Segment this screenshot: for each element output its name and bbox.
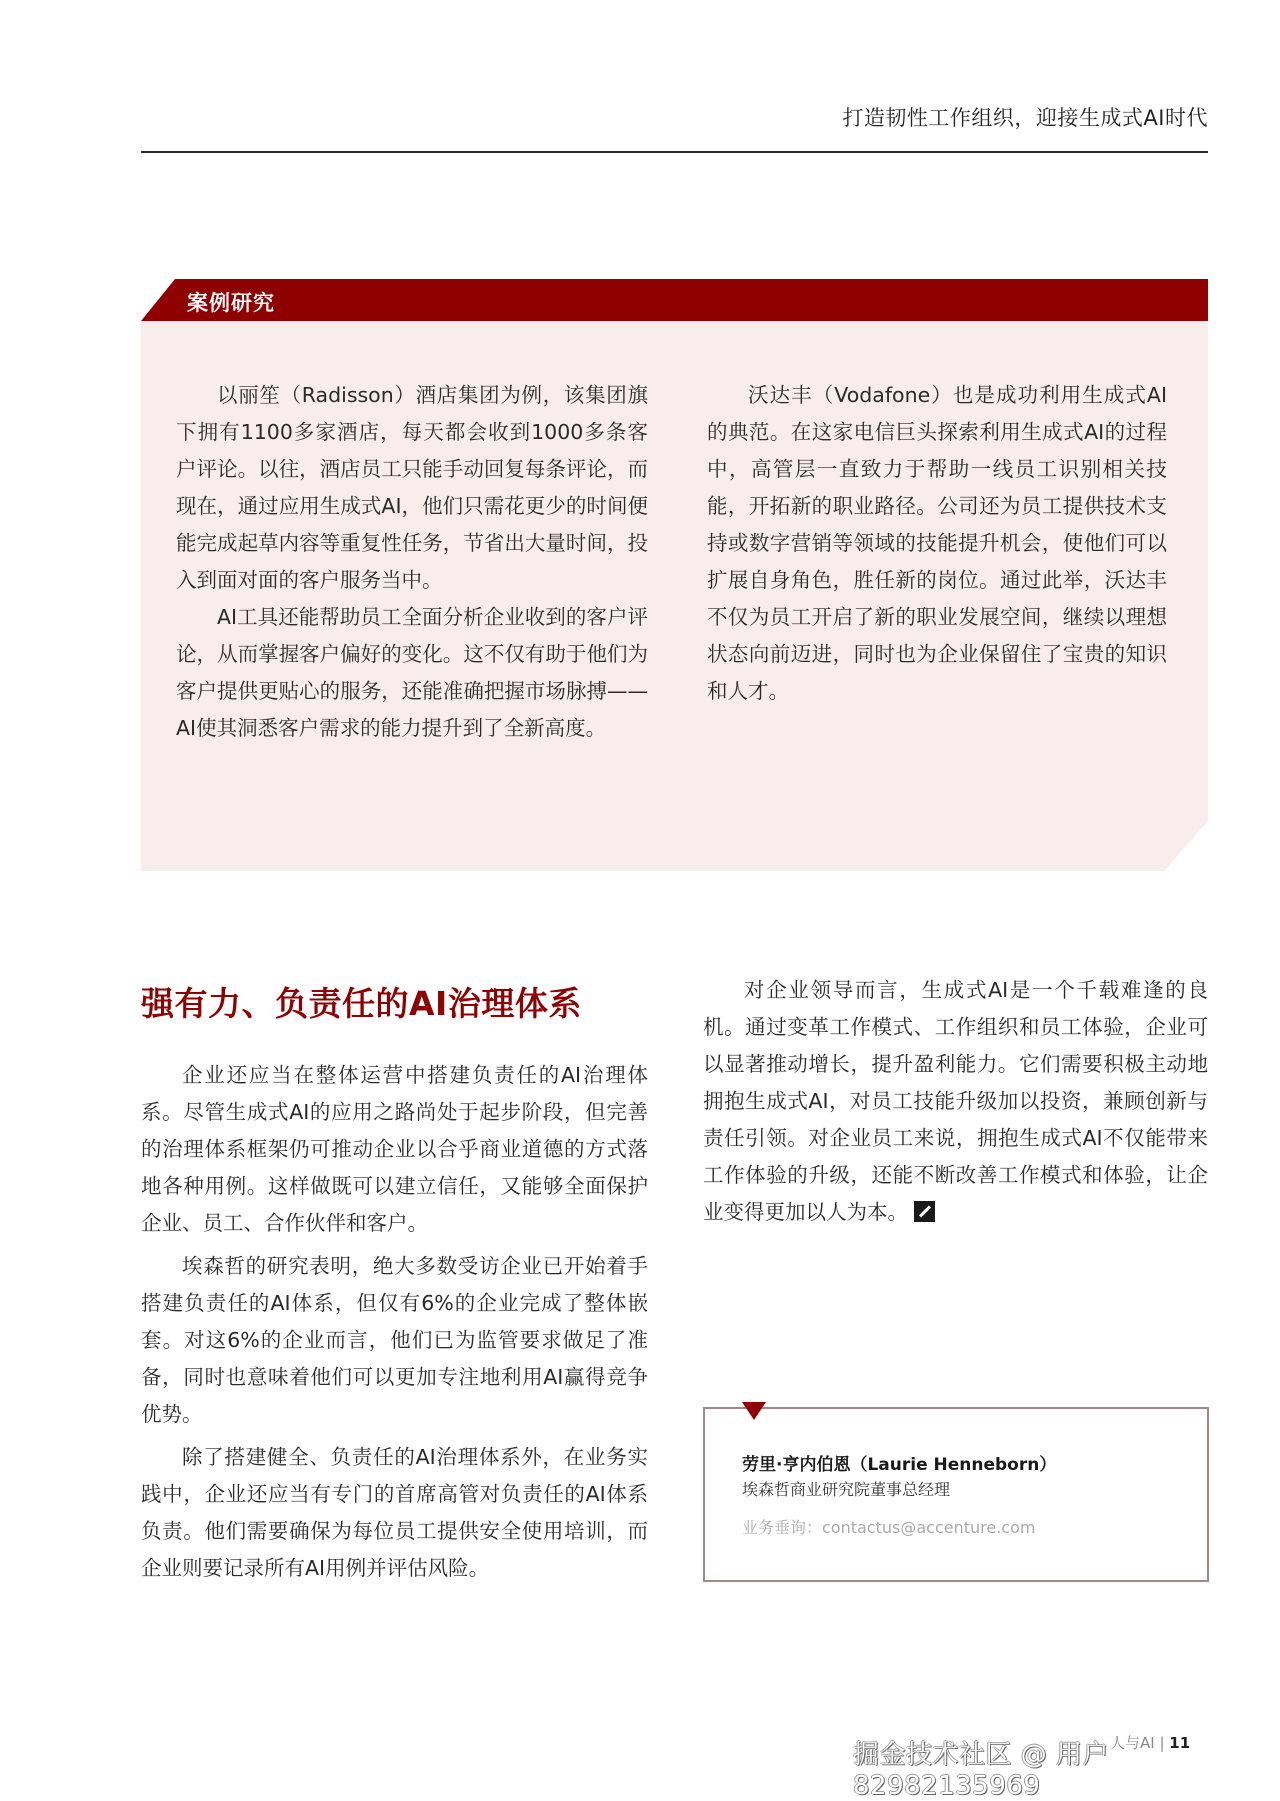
pen-end-mark-icon — [914, 1201, 935, 1222]
watermark: 掘金技术社区 @ 用户82982135969 — [853, 1740, 1110, 1801]
section-heading: 强有力、负责任的AI治理体系 — [141, 984, 582, 1023]
case-paragraph: 以丽笙（Radisson）酒店集团为例，该集团旗下拥有1100多家酒店，每天都会收到1000多条客户评论。以往，酒店员工只能手动回复每条评论，而现在，通过应用生成式AI，他们只需花更少的时间便能完成起草内容等重复性任务，节省出大量时间，投入到面对面的客户服务当中。 — [176, 383, 648, 592]
case-study-right-column — [707, 377, 1167, 710]
author-role: 埃森哲商业研究院董事总经理 — [742, 1480, 951, 1499]
footer-section-label: 人与AI — [1110, 1734, 1155, 1752]
body-paragraph: 除了搭建健全、负责任的AI治理体系外，在业务实践中，企业还应当有专门的首席高管对负责任的AI体系负责。他们需要确保为每位员工提供安全使用培训，而企业则要记录所有AI用例并评估风险。 — [141, 1445, 648, 1580]
case-study-label: 案例研究 — [187, 291, 275, 315]
page-footer: 人与AI | 11 — [1110, 1734, 1191, 1752]
conclusion-paragraph — [703, 972, 1208, 1231]
section-right-column — [703, 972, 1208, 1231]
author-contact[interactable]: 业务垂询：contactus@accenture.com — [742, 1518, 1036, 1537]
body-paragraph: 企业还应当在整体运营中搭建负责任的AI治理体系。尽管生成式AI的应用之路尚处于起步阶段，但完善的治理体系框架仍可推动企业以合乎商业道德的方式落地各种用例。这样做既可以建立信任，又能够全面保护企业、员工、合作伙伴和客户。 — [141, 1063, 648, 1235]
case-study-banner — [141, 279, 1208, 321]
case-paragraph: AI工具还能帮助员工全面分析企业收到的客户评论，从而掌握客户偏好的变化。这不仅有助于他们为客户提供更贴心的服务，还能准确把握市场脉搏——AI使其洞悉客户需求的能力提升到了全新高度。 — [176, 605, 648, 740]
body-paragraph: 埃森哲的研究表明，绝大多数受访企业已开始着手搭建负责任的AI体系，但仅有6%的企业完成了整体嵌套。对这6%的企业而言，他们已为监管要求做足了准备，同时也意味着他们可以更加专注地利用AI赢得竞争优势。 — [141, 1254, 648, 1426]
author-name: 劳里·亨内伯恩（Laurie Henneborn） — [742, 1455, 1057, 1475]
page-number: 11 — [1169, 1734, 1191, 1752]
running-header-title: 打造韧性工作组织，迎接生成式AI时代 — [842, 106, 1208, 130]
case-study-left-column — [176, 377, 648, 747]
conclusion-text: 对企业领导而言，生成式AI是一个千载难逢的良机。通过变革工作模式、工作组织和员工体验，企业可以显著推动增长，提升盈利能力。它们需要积极主动地拥抱生成式AI，对员工技能升级加以投资，兼顾创新与责任引领。对企业员工来说，拥抱生成式AI不仅能带来工作体验的升级，还能不断改善工作模式和体验，让企业变得更加以人为本。 — [703, 978, 1208, 1224]
case-paragraph: 沃达丰（Vodafone）也是成功利用生成式AI的典范。在这家电信巨头探索利用生成式AI的过程中，高管层一直致力于帮助一线员工识别相关技能，开拓新的职业路径。公司还为员工提供技术支持或数字营销等领域的技能提升机会，使他们可以扩展自身角色，胜任新的岗位。通过此举，沃达丰不仅为员工开启了新的职业发展空间，继续以理想状态向前迈进，同时也为企业保留住了宝贵的知识和人才。 — [707, 383, 1167, 703]
section-left-column — [141, 1057, 648, 1593]
triangle-marker-icon — [742, 1402, 766, 1420]
header-divider — [141, 151, 1208, 153]
